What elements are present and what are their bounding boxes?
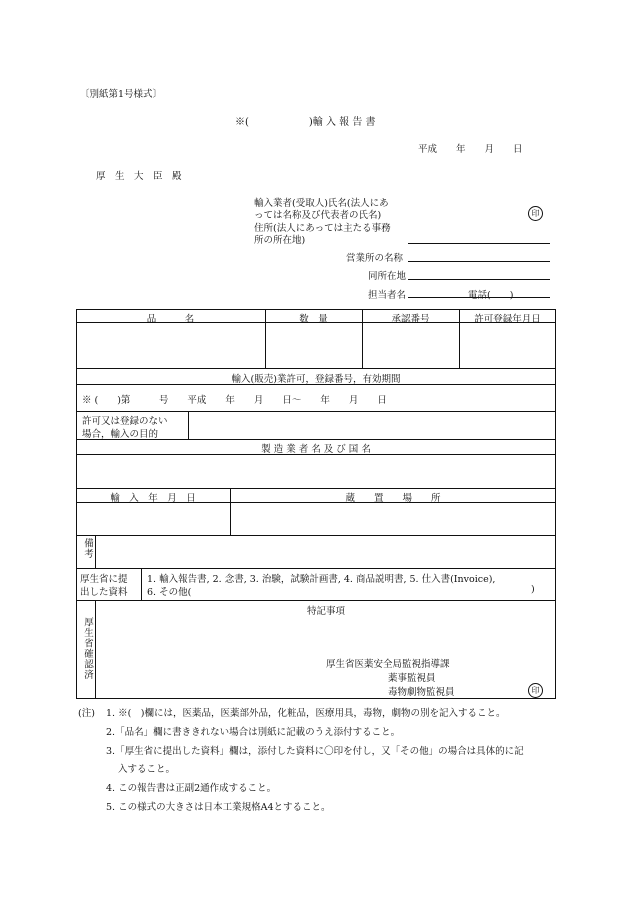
person-in-charge-field[interactable] xyxy=(408,297,550,298)
approval-number-cell[interactable] xyxy=(363,323,458,367)
official-division: 厚生省医薬安全局監視指導課 xyxy=(326,659,450,670)
header-product-name: 品 名 xyxy=(146,314,195,325)
manufacturer-cell[interactable] xyxy=(77,455,555,487)
special-notes-label: 特記事項 xyxy=(306,606,345,617)
note-4: 4. この報告書は正副2通作成すること。 xyxy=(106,783,277,794)
seal-mark-icon: 印 xyxy=(528,206,543,221)
note-3-cont: 入すること。 xyxy=(118,764,176,775)
remarks-cell[interactable] xyxy=(96,536,555,567)
license-row[interactable]: ※ ( )第 号 平成 年 月 日～ 年 月 日 xyxy=(82,395,387,406)
rule xyxy=(76,368,556,369)
applicant-address-label-1: 住所(法人にあっては主たる事務 xyxy=(254,223,391,234)
notes-label: (注) xyxy=(78,708,95,719)
applicant-name-label-1: 輸入業者(受取人)氏名(法人にあ xyxy=(254,198,389,209)
ministry-confirmed-label: 厚生省確認済 xyxy=(82,617,93,680)
storage-location-cell[interactable] xyxy=(231,503,555,534)
submitted-materials-close: ) xyxy=(531,584,535,595)
note-2: 2.「品名」欄に書ききれない場合は別紙に記載のうえ添付すること。 xyxy=(106,727,401,738)
submitted-materials-list-1[interactable]: 1. 輸入報告書, 2. 念書, 3. 治験，試験計画書, 4. 商品説明書, 5. 仕入書(Invoice), xyxy=(147,574,496,585)
note-3: 3.「厚生省に提出した資料」欄は，添付した資料に〇印を付し，又「その他」の場合は具体的に記 xyxy=(106,746,524,757)
submitted-materials-label-2: 出した資料 xyxy=(80,587,128,598)
date-line: 平成 年 月 日 xyxy=(418,144,523,155)
applicant-name-label-2: っては名称及び代表者の氏名) xyxy=(254,210,382,221)
official-seal-icon: 印 xyxy=(528,683,543,698)
remarks-label: 備考 xyxy=(82,538,93,559)
form-number-label: 〔別紙第1号様式〕 xyxy=(80,89,163,100)
rule xyxy=(76,600,556,601)
document-title: ※( )輸 入 報 告 書 xyxy=(235,117,376,128)
header-approval-number: 承認番号 xyxy=(391,314,430,325)
official-title-2: 毒物劇物監視員 xyxy=(388,687,455,698)
no-license-label-1: 許可又は登録のない xyxy=(82,416,168,427)
product-name-cell[interactable] xyxy=(77,323,264,367)
applicant-address-field[interactable] xyxy=(408,243,550,244)
office-name-label: 営業所の名称 xyxy=(346,253,404,264)
no-license-label-2: 場合，輸入の目的 xyxy=(82,429,159,440)
applicant-address-label-2: 所の所在地) xyxy=(254,235,306,246)
note-1: 1. ※( )欄には，医薬品，医薬部外品，化粧品，医療用具，毒物，劇物の別を記入すること。 xyxy=(106,708,506,719)
quantity-cell[interactable] xyxy=(266,323,361,367)
office-address-label: 同所在地 xyxy=(368,271,407,282)
submitted-materials-label-1: 厚生省に提 xyxy=(80,574,128,585)
header-quantity: 数 量 xyxy=(299,314,328,325)
phone-label: 電話( ) xyxy=(468,290,514,301)
submitted-materials-list-2[interactable]: 6. その他( xyxy=(147,587,192,598)
office-address-field[interactable] xyxy=(408,279,550,280)
storage-location-header: 蔵 置 場 所 xyxy=(345,493,441,504)
office-name-field[interactable] xyxy=(408,261,550,262)
import-purpose-cell[interactable] xyxy=(189,412,555,438)
person-in-charge-label: 担当者名 xyxy=(368,290,407,301)
permit-date-cell[interactable] xyxy=(460,323,555,367)
import-date-cell[interactable] xyxy=(77,503,229,534)
note-5: 5. この様式の大きさは日本工業規格A4とすること。 xyxy=(106,802,331,813)
manufacturer-header: 製 造 業 者 名 及 び 国 名 xyxy=(261,444,371,455)
rule xyxy=(76,568,556,569)
rule xyxy=(141,568,142,600)
official-title-1: 薬事監視員 xyxy=(388,673,436,684)
header-permit-date: 許可登録年月日 xyxy=(474,314,541,325)
rule xyxy=(76,488,556,489)
license-header: 輸入(販売)業許可，登録番号，有効期間 xyxy=(231,374,401,385)
addressee: 厚 生 大 臣 殿 xyxy=(96,171,182,182)
import-date-header: 輸 入 年 月 日 xyxy=(110,493,196,504)
